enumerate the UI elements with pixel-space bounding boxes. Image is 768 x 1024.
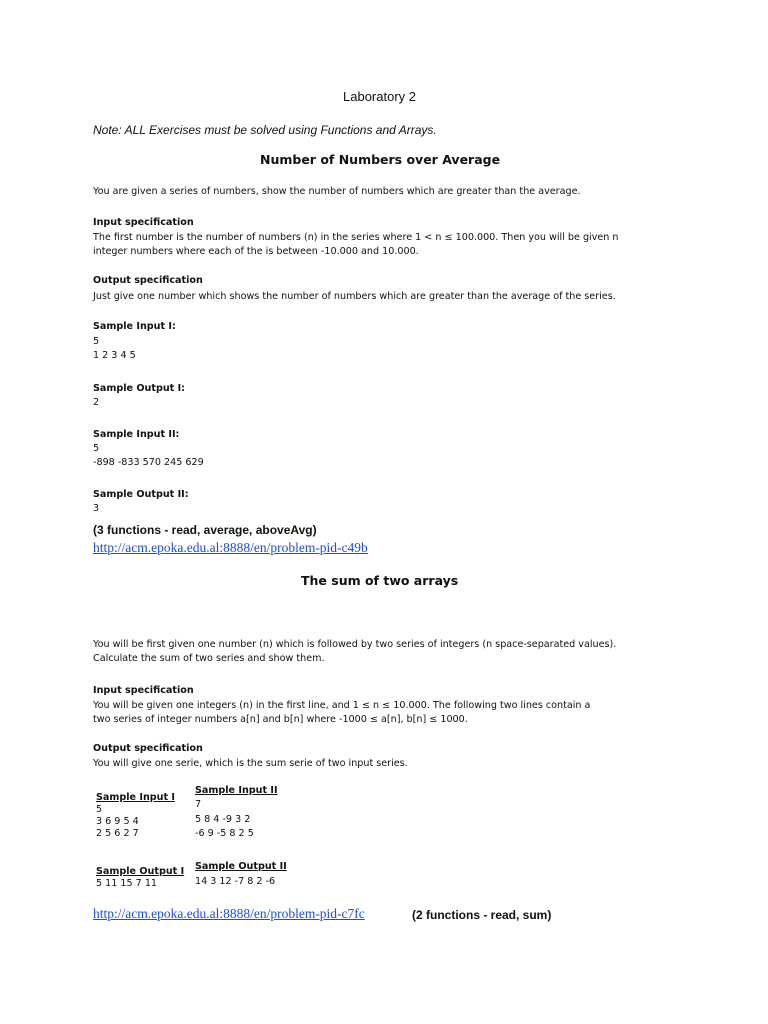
ex2-output-label: Output specification (93, 743, 203, 754)
ex1-sample-output-2-label: Sample Output II: (93, 489, 189, 500)
ex2-intro-line-1: You will be first given one number (n) which is followed by two series of integers (n space-separated values). (93, 639, 617, 650)
ex1-heading: Number of Numbers over Average (260, 152, 501, 167)
ex1-functions-hint: (3 functions - read, average, aboveAvg) (93, 523, 317, 537)
ex1-sample-output-1: 2 (93, 397, 100, 408)
ex2-sample-output-1: 5 11 15 7 11 (96, 878, 158, 889)
ex1-sample-input-2-line: 5 (93, 443, 100, 454)
ex2-functions-hint: (2 functions - read, sum) (412, 908, 552, 922)
ex2-sample-output-2: 14 3 12 -7 8 2 -6 (195, 876, 276, 887)
ex2-sample-input-2-label: Sample Input II (195, 785, 278, 796)
ex1-sample-input-1-label: Sample Input I: (93, 321, 176, 332)
ex2-input-line-1: You will be given one integers (n) in the first line, and 1 ≤ n ≤ 10.000. The following two lines contain a (93, 700, 591, 711)
ex2-sample-input-1-label: Sample Input I (96, 792, 175, 803)
ex1-problem-link[interactable]: http://acm.epoka.edu.al:8888/en/problem-pid-c49b (93, 540, 368, 555)
ex1-sample-output-1-label: Sample Output I: (93, 383, 185, 394)
ex1-sample-input-2-label: Sample Input II: (93, 429, 180, 440)
ex2-input-line-2: two series of integer numbers a[n] and b[n] where -1000 ≤ a[n], b[n] ≤ 1000. (93, 714, 468, 725)
document-title: Laboratory 2 (343, 89, 416, 104)
ex1-input-line-1: The first number is the number of numbers (n) in the series where 1 < n ≤ 100.000. Then you will be given n (93, 232, 619, 243)
ex2-heading: The sum of two arrays (301, 573, 459, 588)
ex1-input-label: Input specification (93, 217, 194, 228)
ex2-input-label: Input specification (93, 685, 194, 696)
ex2-sample-input-2-line: 5 8 4 -9 3 2 (195, 814, 251, 825)
ex2-intro-line-2: Calculate the sum of two series and show them. (93, 653, 325, 664)
ex2-output-text: You will give one serie, which is the sum serie of two input series. (93, 758, 408, 769)
ex2-sample-input-2-line: -6 9 -5 8 2 5 (195, 828, 254, 839)
ex1-sample-input-1-line: 1 2 3 4 5 (93, 350, 136, 361)
ex1-input-line-2: integer numbers where each of the is between -10.000 and 10.000. (93, 246, 419, 257)
ex2-sample-input-1-line: 3 6 9 5 4 (96, 816, 139, 827)
note-text: Note: ALL Exercises must be solved using Functions and Arrays. (93, 123, 437, 137)
ex1-sample-input-1-line: 5 (93, 336, 100, 347)
ex2-sample-output-2-label: Sample Output II (195, 861, 287, 872)
ex2-sample-input-1-line: 5 (96, 804, 103, 815)
ex2-sample-input-1-line: 2 5 6 2 7 (96, 828, 139, 839)
ex2-problem-link[interactable]: http://acm.epoka.edu.al:8888/en/problem-pid-c7fc (93, 906, 365, 921)
ex1-sample-input-2-line: -898 -833 570 245 629 (93, 457, 204, 468)
ex2-sample-input-2-line: 7 (195, 799, 202, 810)
ex1-output-label: Output specification (93, 275, 203, 286)
ex1-output-text: Just give one number which shows the number of numbers which are greater than the average of the series. (93, 291, 616, 302)
ex1-intro: You are given a series of numbers, show the number of numbers which are greater than the average. (93, 186, 581, 197)
ex2-sample-output-1-label: Sample Output I (96, 866, 185, 877)
ex1-sample-output-2: 3 (93, 503, 100, 514)
